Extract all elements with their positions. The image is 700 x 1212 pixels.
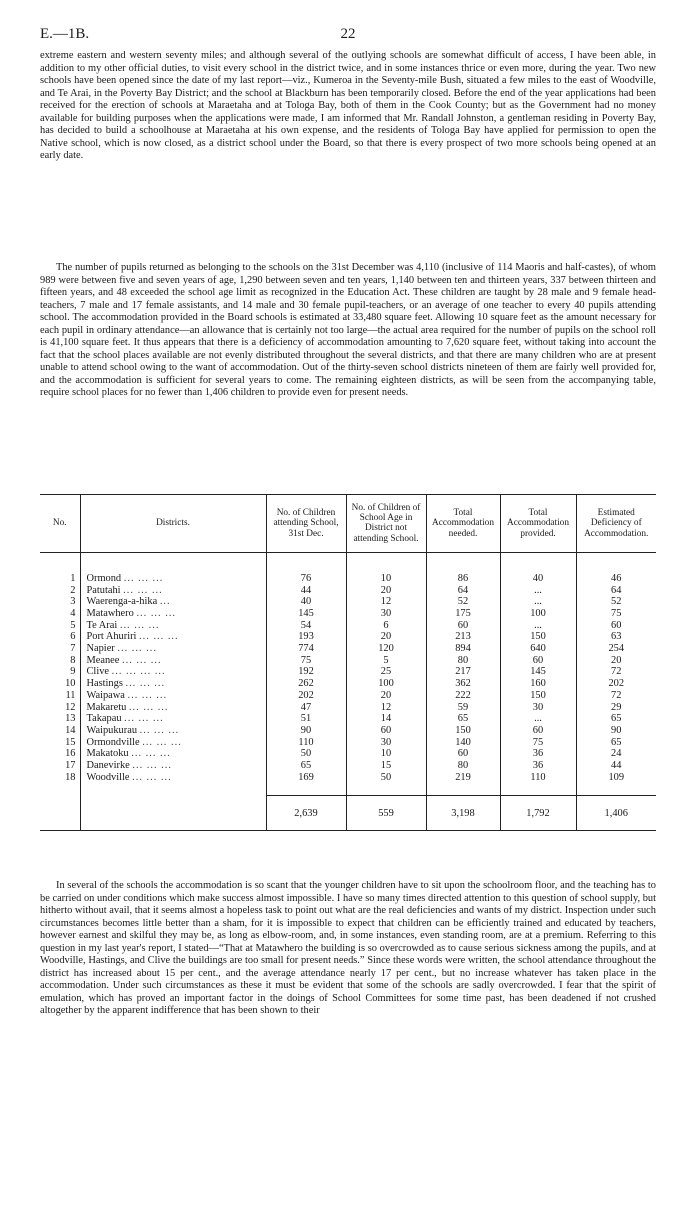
column-header-accommodation-provided: Total Accommodation provided. <box>500 495 576 553</box>
leader-dots: ... ... ... <box>139 631 179 643</box>
children-attending: 65 <box>266 760 346 772</box>
table-row <box>40 631 656 643</box>
totals-empty-cell <box>80 796 266 831</box>
district-number: 12 <box>65 701 76 713</box>
accommodation-provided: 145 <box>500 666 576 678</box>
accommodation-table-wrapper <box>40 494 656 831</box>
accommodation-provided: ... <box>500 620 576 632</box>
estimated-deficiency: 52 <box>576 596 656 608</box>
district-name <box>80 772 266 784</box>
leader-dots: ... ... ... <box>117 643 157 655</box>
district-number: 17 <box>65 760 76 772</box>
estimated-deficiency: 46 <box>576 573 656 585</box>
total-estimated-deficiency: 1,406 <box>576 796 656 831</box>
leader-dots: ... ... ... <box>132 771 172 783</box>
district-label: Port Ahuriri <box>86 631 137 643</box>
accommodation-needed: 80 <box>426 760 500 772</box>
accommodation-needed: 150 <box>426 725 500 737</box>
district-number: 13 <box>65 713 76 725</box>
children-not-attending: 100 <box>346 678 426 690</box>
district-name <box>80 608 266 620</box>
children-attending: 47 <box>266 702 346 714</box>
table-row <box>40 608 656 620</box>
district-name <box>80 760 266 772</box>
accommodation-needed: 175 <box>426 608 500 620</box>
district-number: 2 <box>70 584 76 596</box>
leader-dots: ... ... ... <box>136 607 177 619</box>
estimated-deficiency: 90 <box>576 725 656 737</box>
children-attending: 44 <box>266 585 346 597</box>
estimated-deficiency: 75 <box>576 608 656 620</box>
children-not-attending: 60 <box>346 725 426 737</box>
district-label: Ormondville <box>86 736 140 748</box>
total-accommodation-provided: 1,792 <box>500 796 576 831</box>
accommodation-needed: 222 <box>426 690 500 702</box>
table-row <box>40 678 656 690</box>
estimated-deficiency: 60 <box>576 620 656 632</box>
page-header <box>40 26 656 46</box>
district-label: Clive <box>86 666 110 678</box>
table-row <box>40 702 656 714</box>
district-number: 5 <box>70 619 76 631</box>
accommodation-provided: 160 <box>500 678 576 690</box>
district-number: 8 <box>70 654 76 666</box>
district-name <box>80 573 266 585</box>
leader-dots: ... ... ... <box>125 678 166 690</box>
children-attending: 54 <box>266 620 346 632</box>
children-not-attending: 30 <box>346 608 426 620</box>
column-header-children-attending: No. of Children attending School, 31st Dec. <box>266 495 346 553</box>
district-name <box>80 585 266 597</box>
district-label: Woodville <box>86 771 130 783</box>
children-not-attending: 25 <box>346 666 426 678</box>
paragraph-text: In several of the schools the accommodation is so scant that the younger children have to sit upon the schoolroom floor, and the teaching has to be carried on under conditions which make success almost impossible. I have so many times directed attention to this question of school supply, but hitherto without avail, that it seems almost a hopeless task to point out what are the real deficiencies and wants of my district. Inspection under such circumstances becomes little better than a sham, for it is impossible to expect that children can be efficiently trained and educated by teachers, however earnest and skilful they may be, as long as elbow-room, and, in some instances, even standing room, are at a premium. Referring to this question in my last year's report, I stated—“That at Matawhero the building is so overcrowded as to cause serious sickness among the pupils, and at Woodville, Hastings, and Clive the buildings are too small for present needs.” Since these words were written, the school attendance throughout the district has increased about 15 per cent., and the average attendance nearly 17 per cent., but no increase whatever has taken place in the accommodation. Under such circumstances as these it must be evident that some of the schools are sadly overcrowded. I fear that the spirit of emulation, which has proved an important factor in the doings of School Committees for some time past, has been deadened if not crushed altogether by the apparent indifference that has been shown to their <box>40 880 656 1017</box>
accommodation-needed: 60 <box>426 620 500 632</box>
accommodation-provided: ... <box>500 713 576 725</box>
district-number: 1 <box>70 572 76 584</box>
children-not-attending: 50 <box>346 772 426 784</box>
children-not-attending: 30 <box>346 737 426 749</box>
district-label: Matawhero <box>86 607 134 619</box>
district-label: Danevirke <box>86 760 130 772</box>
children-not-attending: 5 <box>346 655 426 667</box>
accommodation-provided: ... <box>500 596 576 608</box>
accommodation-needed: 217 <box>426 666 500 678</box>
table-spacer-row <box>40 552 656 573</box>
district-label: Makatoku <box>86 748 129 760</box>
accommodation-needed: 64 <box>426 585 500 597</box>
column-header-no: No. <box>40 495 80 553</box>
district-name <box>80 678 266 690</box>
district-label: Patutahi <box>86 584 121 596</box>
estimated-deficiency: 202 <box>576 678 656 690</box>
district-label: Waerenga-a-hika <box>86 596 158 608</box>
district-name <box>80 725 266 737</box>
children-not-attending: 10 <box>346 573 426 585</box>
children-not-attending: 14 <box>346 713 426 725</box>
table-row <box>40 573 656 585</box>
column-header-estimated-deficiency: Estimated Deficiency of Accommodation. <box>576 495 656 553</box>
table-row <box>40 725 656 737</box>
table-row <box>40 666 656 678</box>
children-attending: 169 <box>266 772 346 784</box>
accommodation-needed: 213 <box>426 631 500 643</box>
children-not-attending: 12 <box>346 596 426 608</box>
table-row <box>40 596 656 608</box>
leader-dots: ... ... ... <box>119 619 160 631</box>
district-number: 11 <box>65 689 76 701</box>
children-not-attending: 10 <box>346 748 426 760</box>
table-row <box>40 748 656 760</box>
table-body <box>40 552 656 831</box>
district-number: 15 <box>65 736 76 748</box>
children-attending: 774 <box>266 643 346 655</box>
accommodation-provided: ... <box>500 585 576 597</box>
children-not-attending: 20 <box>346 631 426 643</box>
children-not-attending: 20 <box>346 690 426 702</box>
children-attending: 76 <box>266 573 346 585</box>
document-reference: E.—1B. <box>40 26 90 42</box>
children-attending: 90 <box>266 725 346 737</box>
table-row <box>40 760 656 772</box>
accommodation-needed: 140 <box>426 737 500 749</box>
leader-dots: ... ... ... <box>123 584 163 596</box>
children-attending: 192 <box>266 666 346 678</box>
district-number: 7 <box>70 643 76 655</box>
accommodation-provided: 60 <box>500 655 576 667</box>
children-attending: 75 <box>266 655 346 667</box>
estimated-deficiency: 65 <box>576 713 656 725</box>
table-row <box>40 772 656 784</box>
column-header-districts: Districts. <box>80 495 266 553</box>
children-attending: 262 <box>266 678 346 690</box>
estimated-deficiency: 72 <box>576 690 656 702</box>
column-header-accommodation-needed: Total Accommodation needed. <box>426 495 500 553</box>
district-number: 4 <box>70 607 76 619</box>
table-totals-row <box>40 796 656 831</box>
estimated-deficiency: 72 <box>576 666 656 678</box>
total-accommodation-needed: 3,198 <box>426 796 500 831</box>
leader-dots: ... <box>159 596 171 608</box>
district-label: Hastings <box>86 678 123 690</box>
district-number: 9 <box>70 666 76 678</box>
estimated-deficiency: 24 <box>576 748 656 760</box>
table-spacer-row <box>40 783 656 796</box>
leader-dots: ... ... ... <box>142 736 182 748</box>
district-label: Napier <box>86 643 115 655</box>
accommodation-provided: 36 <box>500 748 576 760</box>
leader-dots: ... ... ... <box>128 701 169 713</box>
district-name <box>80 596 266 608</box>
children-not-attending: 12 <box>346 702 426 714</box>
estimated-deficiency: 44 <box>576 760 656 772</box>
accommodation-provided: 36 <box>500 760 576 772</box>
accommodation-needed: 219 <box>426 772 500 784</box>
children-attending: 51 <box>266 713 346 725</box>
district-name <box>80 631 266 643</box>
children-attending: 50 <box>266 748 346 760</box>
leader-dots: ... ... ... <box>123 572 164 584</box>
table-row <box>40 585 656 597</box>
district-label: Meanee <box>86 654 120 666</box>
district-name <box>80 666 266 678</box>
accommodation-table <box>40 494 656 831</box>
table-header-row <box>40 495 656 553</box>
district-name <box>80 643 266 655</box>
estimated-deficiency: 109 <box>576 772 656 784</box>
children-attending: 110 <box>266 737 346 749</box>
accommodation-needed: 80 <box>426 655 500 667</box>
accommodation-needed: 59 <box>426 702 500 714</box>
paragraph-continuation: extreme eastern and western seventy miles; and although several of the outlying schools are somewhat difficult of access, I have been able, in addition to my other official duties, to visit every school in the district twice, and in some instances thrice or even more, during the year. Two new schools have been opened since the date of my last report—viz., Kumeroa in the Seventy-mile Bush, situated a few miles to the east of Woodville, and Te Arai, in the Poverty Bay District; and the school at Blackburn has been temporarily closed. Before the end of the year applications had been received for the erection of schools at Maraetaha and at Tologa Bay, both of them in the Cook County; but as the Government had no money available for building purposes when the applications were made, I am informed that Mr. Randall Johnston, a gentleman residing in Poverty Bay, has decided to build a schoolhouse at Maraetaha at his own expense, and the residents of Tologa Bay have applied for permission to open the Native school, which is now closed, as a district school under the Board, so that there is every prospect of two more schools being opened at an early date. <box>40 50 656 162</box>
paragraph-text: The number of pupils returned as belonging to the schools on the 31st December was 4,110 (inclusive of 114 Maoris and half-castes), of whom 989 were between five and seven years of age, 1,290 between seven and ten years, 1,140 between ten and thirteen years, 337 between thirteen and fifteen years, and 48 exceeded the school age limit as recognized in the Education Act. These children are taught by 28 male and 9 female head-teachers, 7 male and 17 female assistants, and 14 male and 30 female pupil-teachers, or an average of one teacher to every 40 pupils attending school. The accommodation provided in the Board schools is estimated at 33,480 square feet. Allowing 10 square feet as the amount necessary for each pupil in ordinary attendance—an allowance that is certainly not too large—the actual area required for the number of pupils on the school roll is 41,100 square feet. It thus appears that there is a deficiency of accommodation amounting to 7,620 square feet, without taking into account the fact that the school places available are not evenly distributed throughout the several districts, and that there are many children who are at present unable to attend school owing to the want of accommodation. Out of the thirty-seven school districts nineteen of them are fairly well provided for, and the accommodation is sufficient for several years to come. The remaining eighteen districts, as will be seen from the accompanying table, require school places for no fewer than 1,406 children to provide even for present needs. <box>40 262 656 399</box>
district-number: 10 <box>65 678 76 690</box>
district-name <box>80 702 266 714</box>
estimated-deficiency: 254 <box>576 643 656 655</box>
table-row <box>40 713 656 725</box>
estimated-deficiency: 20 <box>576 655 656 667</box>
children-not-attending: 6 <box>346 620 426 632</box>
estimated-deficiency: 63 <box>576 631 656 643</box>
children-attending: 202 <box>266 690 346 702</box>
district-number: 6 <box>70 631 76 643</box>
table-row <box>40 655 656 667</box>
accommodation-needed: 894 <box>426 643 500 655</box>
paragraph-overcrowding <box>40 880 656 1018</box>
column-header-not-attending: No. of Children of School Age in District not attending School. <box>346 495 426 553</box>
district-number: 3 <box>70 596 76 608</box>
estimated-deficiency: 64 <box>576 585 656 597</box>
accommodation-provided: 150 <box>500 631 576 643</box>
estimated-deficiency: 29 <box>576 702 656 714</box>
estimated-deficiency: 65 <box>576 737 656 749</box>
leader-dots: ... ... ... <box>124 713 164 725</box>
leader-dots: ... ... ... <box>122 654 162 666</box>
total-children-not-attending: 559 <box>346 796 426 831</box>
children-not-attending: 15 <box>346 760 426 772</box>
leader-dots: ... ... ... ... <box>111 666 166 678</box>
accommodation-provided: 150 <box>500 690 576 702</box>
district-label: Makaretu <box>86 701 127 713</box>
leader-dots: ... ... ... <box>139 724 180 736</box>
total-children-attending: 2,639 <box>266 796 346 831</box>
accommodation-needed: 362 <box>426 678 500 690</box>
paragraph-pupil-numbers <box>40 262 656 400</box>
table-row <box>40 737 656 749</box>
accommodation-needed: 52 <box>426 596 500 608</box>
district-name <box>80 713 266 725</box>
district-name <box>80 690 266 702</box>
district-label: Waipukurau <box>86 724 138 736</box>
district-name <box>80 737 266 749</box>
accommodation-provided: 100 <box>500 608 576 620</box>
accommodation-provided: 30 <box>500 702 576 714</box>
district-name <box>80 620 266 632</box>
accommodation-provided: 640 <box>500 643 576 655</box>
children-attending: 40 <box>266 596 346 608</box>
totals-empty-cell <box>40 796 80 831</box>
accommodation-needed: 86 <box>426 573 500 585</box>
table-row <box>40 690 656 702</box>
district-label: Waipawa <box>86 689 125 701</box>
accommodation-provided: 75 <box>500 737 576 749</box>
district-name <box>80 748 266 760</box>
children-not-attending: 120 <box>346 643 426 655</box>
district-label: Te Arai <box>86 619 118 631</box>
accommodation-provided: 40 <box>500 573 576 585</box>
leader-dots: ... ... ... <box>131 748 171 760</box>
district-number: 14 <box>65 724 76 736</box>
district-label: Ormond <box>86 572 122 584</box>
district-number: 18 <box>65 771 76 783</box>
children-not-attending: 20 <box>346 585 426 597</box>
page-number: 22 <box>340 26 356 42</box>
leader-dots: ... ... ... <box>127 689 168 701</box>
district-label: Takapau <box>86 713 122 725</box>
table-row <box>40 620 656 632</box>
district-name <box>80 655 266 667</box>
accommodation-provided: 110 <box>500 772 576 784</box>
accommodation-needed: 65 <box>426 713 500 725</box>
children-attending: 145 <box>266 608 346 620</box>
accommodation-needed: 60 <box>426 748 500 760</box>
accommodation-provided: 60 <box>500 725 576 737</box>
children-attending: 193 <box>266 631 346 643</box>
district-number: 16 <box>65 748 76 760</box>
table-row <box>40 643 656 655</box>
leader-dots: ... ... ... <box>132 760 172 772</box>
